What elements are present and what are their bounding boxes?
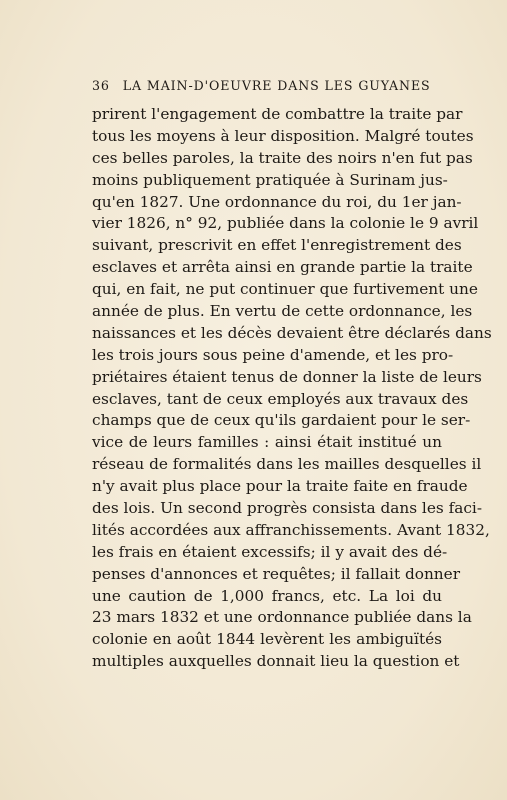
text-line: une caution de 1,000 francs, etc. La loi du xyxy=(92,586,442,605)
text-line: colonie en août 1844 levèrent les ambiguïtés xyxy=(92,630,442,649)
text-line: qu'en 1827. Une ordonnance du roi, du 1er jan- xyxy=(92,192,462,211)
text-line: tous les moyens à leur disposition. Malgré toutes xyxy=(92,126,474,145)
text-line: vier 1826, n° 92, publiée dans la colonie le 9 avril xyxy=(92,214,479,233)
body-text xyxy=(92,104,492,673)
text-line: les frais en étaient excessifs; il y avait des dé- xyxy=(92,542,448,561)
text-line: des lois. Un second progrès consista dans les faci- xyxy=(92,499,482,518)
text-line: n'y avait plus place pour la traite faite en fraude xyxy=(92,477,468,496)
text-line: naissances et les décès devaient être déclarés dans xyxy=(92,323,492,342)
text-line: moins publiquement pratiquée à Surinam jus- xyxy=(92,170,448,189)
text-line: suivant, prescrivit en effet l'enregistrement des xyxy=(92,236,462,255)
text-line: année de plus. En vertu de cette ordonnance, les xyxy=(92,302,473,321)
text-line: qui, en fait, ne put continuer que furtivement une xyxy=(92,280,478,299)
text-line: réseau de formalités dans les mailles desquelles il xyxy=(92,455,482,474)
text-line: champs que de ceux qu'ils gardaient pour le ser- xyxy=(92,411,471,430)
text-line: penses d'annonces et requêtes; il fallait donner xyxy=(92,564,461,583)
text-line: priétaires étaient tenus de donner la liste de leurs xyxy=(92,367,482,386)
text-line: lités accordées aux affranchissements. Avant 1832, xyxy=(92,520,490,539)
text-line: les trois jours sous peine d'amende, et les pro- xyxy=(92,345,454,364)
text-line: ces belles paroles, la traite des noirs n'en fut pas xyxy=(92,148,473,167)
text-line: multiples auxquelles donnait lieu la question et xyxy=(92,652,460,671)
text-line: esclaves et arrêta ainsi en grande partie la traite xyxy=(92,258,473,277)
text-line: prirent l'engagement de combattre la traite par xyxy=(92,105,463,123)
running-title: LA MAIN-D'OEUVRE DANS LES GUYANES xyxy=(122,78,431,93)
text-line: 23 mars 1832 et une ordonnance publiée dans la xyxy=(92,608,472,627)
page-number: 36 xyxy=(92,78,110,93)
text-line: esclaves, tant de ceux employés aux travaux des xyxy=(92,389,469,408)
text-line: vice de leurs familles : ainsi était institué un xyxy=(92,433,442,452)
running-header xyxy=(92,78,442,93)
